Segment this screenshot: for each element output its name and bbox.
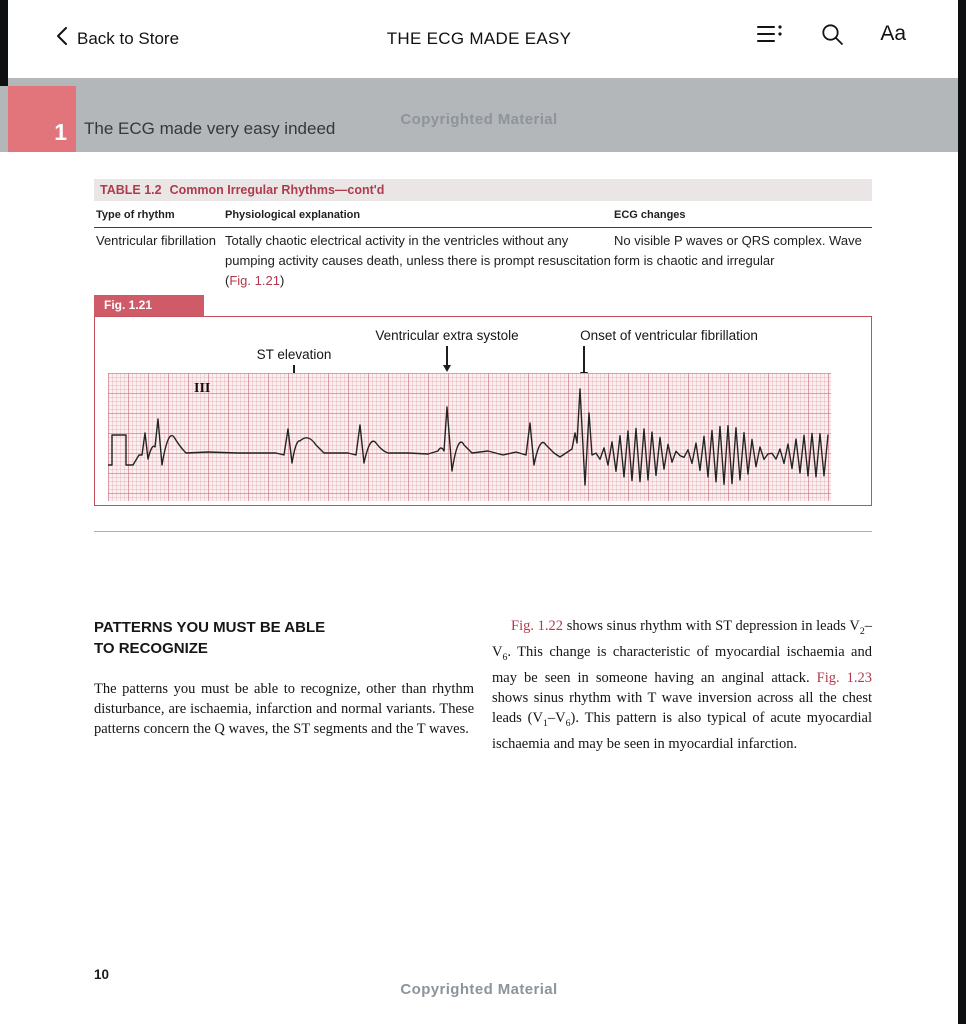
table-title-bar [94,179,872,201]
chapter-number-tab [8,86,76,152]
section-heading-line1: PATTERNS YOU MUST BE ABLE [94,619,326,636]
window-corner-dark-edge [0,0,8,86]
text-segment: . This change is characteristic of myocardial ischaemia and may be seen in someone having an anginal attack. [492,644,872,686]
figure-ref-link[interactable]: Fig. 1.23 [816,670,873,686]
page-number: 10 [94,967,110,982]
chapter-title: The ECG made very easy indeed [84,119,336,138]
text-segment: 6 [565,718,571,729]
table-number-label: TABLE 1.2 [100,183,162,197]
figure-label: Fig. 1.21 [94,295,204,316]
text-segment: shows sinus rhythm with ST depression in leads V [563,618,860,634]
watermark-top: Copyrighted Material [400,111,558,128]
text-segment: ). This pattern is also typical of acute myocardial ischaemia and may be seen in myocardial infarction. [492,710,872,752]
chapter-number: 1 [54,119,67,145]
annotation-ventricular-extra-systole: Ventricular extra systole [375,328,519,343]
paragraph-right-column [492,616,872,754]
table-cell-explanation [225,231,613,291]
text-segment: Totally chaotic electrical activity in the ventricles without any pumping activity causes death, unless there is prompt resuscitation ( [225,233,611,288]
ecg-trace [108,373,831,501]
font-settings-button[interactable]: Aa [880,22,906,45]
reader-toolbar [0,0,958,78]
table-column-header: Type of rhythm [96,209,175,221]
text-segment: shows sinus rhythm with T wave inversion across all the chest leads (V [492,690,872,726]
figure-divider-rule [94,531,872,532]
down-arrow-icon [446,346,448,366]
ecg-grid-paper [108,373,831,501]
annotation-st-elevation: ST elevation [256,347,332,362]
paragraph-left-column: The patterns you must be able to recognize, other than rhythm disturbance, are ischaemia, infarction and normal variants. These patterns concern the Q waves, the ST segments and the T waves. [94,681,474,737]
text-segment: –V [547,710,566,726]
contents-icon[interactable] [757,23,785,45]
text-segment: 6 [502,652,508,663]
text-segment: 2 [859,626,865,637]
table-header-rule [94,227,872,228]
section-heading-line2: TO RECOGNIZE [94,640,208,657]
figure-1-21 [94,316,872,506]
table-column-header: ECG changes [614,209,686,221]
back-to-store-label: Back to Store [77,28,180,48]
section-heading [94,617,325,659]
figure-ref-link[interactable]: Fig. 1.22 [511,618,564,634]
annotation-onset-vf: Onset of ventricular fibrillation [580,328,758,343]
figure-ref-link[interactable]: Fig. 1.21 [229,273,280,288]
next-page-dark-edge[interactable] [958,0,966,1024]
table-cell-ecg-changes: No visible P waves or QRS complex. Wave form is chaotic and irregular [614,233,862,268]
search-icon[interactable] [821,23,844,46]
ecg-lead-label: III [194,381,211,396]
table-caption: Common Irregular Rhythms—cont'd [169,183,385,197]
down-arrow-icon [583,346,585,373]
table-cell-type: Ventricular fibrillation [96,233,216,248]
book-title: THE ECG MADE EASY [386,29,572,48]
text-segment: ) [279,273,285,288]
watermark-bottom: Copyrighted Material [400,981,558,998]
text-segment: 1 [542,718,548,729]
text-segment: –V [492,618,872,660]
chapter-header-band [0,78,958,152]
table-column-header: Physiological explanation [225,209,361,221]
